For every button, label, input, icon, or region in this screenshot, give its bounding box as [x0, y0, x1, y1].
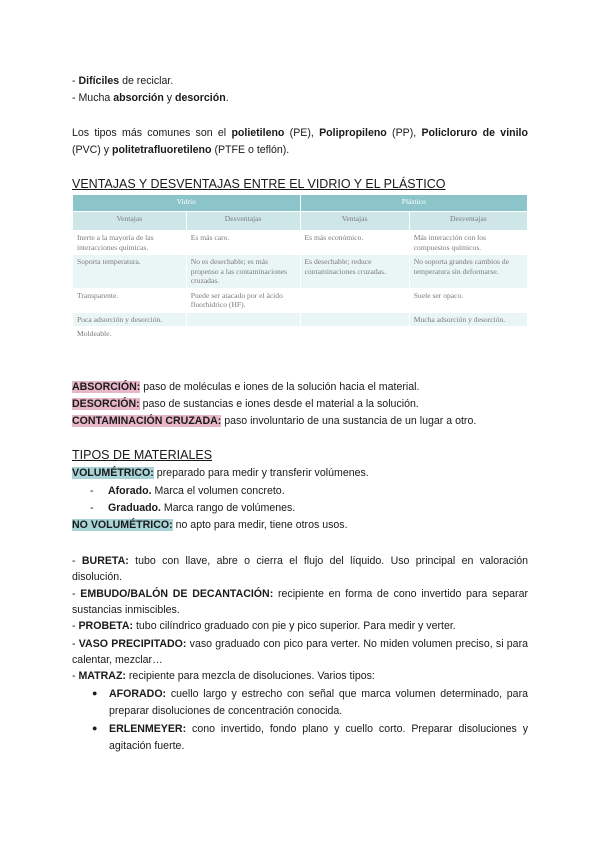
material-probeta: - PROBETA: tubo cilíndrico graduado con pie y pico superior. Para medir y verter.: [72, 620, 456, 632]
material-vaso: - VASO PRECIPITADO: vaso graduado con pico para verter. No miden volumen preciso, si para calentar, mezclar…: [72, 638, 528, 666]
definition-absorcion: ABSORCIÓN: paso de moléculas e iones de la solución hacia el material.: [72, 381, 420, 393]
table-column-header: Desventajas: [409, 212, 527, 231]
table-cell: [300, 288, 409, 312]
volumetrico-item-aforado: - Aforado. Marca el volumen concreto.: [90, 485, 285, 497]
table-cell: Poca adsorción y desorción.: [73, 312, 187, 327]
table-cell: No soporta grandes cambios de temperatura sin deformarse.: [409, 255, 527, 289]
table-row: [73, 288, 528, 312]
volumetrico-definition: VOLUMÉTRICO: preparado para medir y transferir volúmenes.: [72, 467, 369, 479]
table-cell: [186, 312, 300, 327]
table-column-header: Ventajas: [300, 212, 409, 231]
table-cell: Es desechable; reduce contaminaciones cruzadas.: [300, 255, 409, 289]
table-row: [73, 327, 528, 342]
matraz-type-erlenmeyer: ERLENMEYER: cono invertido, fondo plano y cuello corto. Preparar disoluciones y agitación fuerte.: [109, 723, 528, 752]
table-cell: Transparente.: [73, 288, 187, 312]
table-group-header: Vidrio: [73, 195, 301, 212]
material-embudo: - EMBUDO/BALÓN DE DECANTACIÓN: recipiente en forma de cono invertido para separar sustancias inmiscibles.: [72, 588, 528, 616]
bullet-icon: ●: [92, 688, 98, 698]
intro-line-1: - Difíciles de reciclar.: [72, 75, 174, 87]
material-matraz: - MATRAZ: recipiente para mezcla de disoluciones. Varios tipos:: [72, 670, 375, 682]
table-cell: Es más económico.: [300, 231, 409, 255]
matraz-type-aforado: AFORADO: cuello largo y estrecho con señal que marca volumen determinado, para preparar disoluciones de concentración conocida.: [109, 688, 528, 717]
table-cell: [300, 327, 409, 342]
table-cell: Es más caro.: [186, 231, 300, 255]
table-row: [73, 255, 528, 289]
definition-contaminacion: CONTAMINACIÓN CRUZADA: paso involuntario de una sustancia de un lugar a otro.: [72, 415, 477, 427]
comparison-table: [72, 194, 528, 342]
table-cell: Moldeable.: [73, 327, 187, 342]
bullet-icon: ●: [92, 723, 98, 733]
table-cell: Suele ser opaco.: [409, 288, 527, 312]
table-cell: Mucha adsorción y desorción.: [409, 312, 527, 327]
table-cell: [409, 327, 527, 342]
volumetrico-item-graduado: - Graduado. Marca rango de volúmenes.: [90, 502, 296, 514]
section-title-comparison: VENTAJAS Y DESVENTAJAS ENTRE EL VIDRIO Y EL PLÁSTICO: [72, 177, 446, 191]
table-cell: [186, 327, 300, 342]
table-row: [73, 231, 528, 255]
definition-desorcion: DESORCIÓN: paso de sustancias e iones desde el material a la solución.: [72, 398, 419, 410]
section-title-materials: TIPOS DE MATERIALES: [72, 448, 213, 462]
table-group-header: Plástico: [300, 195, 528, 212]
table-cell: Más interacción con los compuestos químicos.: [409, 231, 527, 255]
table-column-header: Ventajas: [73, 212, 187, 231]
table-column-header: Desventajas: [186, 212, 300, 231]
table-cell: Inerte a la mayoría de las interacciones químicas.: [73, 231, 187, 255]
table-cell: No es desechable; es más propenso a las contaminaciones cruzadas.: [186, 255, 300, 289]
table-row: [73, 312, 528, 327]
no-volumetrico-definition: NO VOLUMÉTRICO: no apto para medir, tiene otros usos.: [72, 519, 348, 531]
table-cell: Puede ser atacado por el ácido fluorhídrico (HF).: [186, 288, 300, 312]
table-cell: [300, 312, 409, 327]
intro-line-2: - Mucha absorción y desorción.: [72, 92, 229, 104]
table-cell: Soporta temperatura.: [73, 255, 187, 289]
material-bureta: - BURETA: tubo con llave, abre o cierra el flujo del líquido. Uso principal en valoración disolución.: [72, 555, 528, 583]
intro-paragraph: Los tipos más comunes son el polietileno (PE), Polipropileno (PP), Policloruro de vinilo (PVC) y politetrafluoretileno (PTFE o teflón).: [72, 127, 528, 156]
